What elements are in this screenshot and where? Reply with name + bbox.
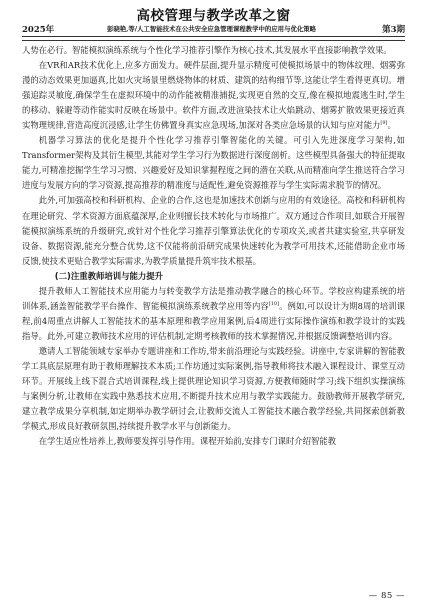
- header-issue: 第3期: [382, 25, 405, 35]
- journal-title: 高校管理与教学改革之窗: [136, 8, 291, 24]
- paragraph-2: [22, 58, 405, 133]
- paragraph-5-text: 提升教师人工智能技术应用能力与转变教学方法是推动教学融合的核心环节。学校应构建系统的培训体系,涵盖智能教学平台操作、智能模拟演练系统教学应用等内容: [22, 285, 405, 311]
- citation-9: [9]: [380, 120, 388, 127]
- paragraph-2-text: 在VR和AR技术优化上,应多方面发力。硬件层面,提升显示精度可使模拟场景中的物体纹理、烟雾弥漫的动态效果更加逼真,比如火灾场景里燃烧物体的材质、建筑的结构细节等,这能让学生看得更真切。增强追踪灵敏度,确保学生在虚拟环境中的动作能被精准捕捉,实现更自然的交互,像在模拟地震逃生时,学生的移动、躲避等动作能实时反映在场景中。软件方面,改进渲染技术让火焰跳动、烟雾扩散效果更接近真实物理规律,营造高度沉浸感,让学生仿佛置身真实应急现场,加深对各类应急场景的认知与应对能力: [22, 60, 405, 131]
- header-rule: [22, 36, 405, 41]
- paragraph-5: [22, 284, 405, 344]
- article-body: [22, 43, 405, 449]
- page-number: — 85 —: [368, 591, 405, 601]
- paragraph-2-end: 。: [387, 120, 396, 131]
- citation-10: [10]: [268, 301, 280, 308]
- paragraph-4: 此外,可加强高校和科研机构、企业的合作,这也是加速技术创新与应用的有效途径。高校和科研机构在理论研究、学术资源方面底蕴深厚,企业则擅长技术转化与市场推广。双方通过合作项目,如联合开展智能模拟演练系统的升级研究,或针对个性化学习推荐引擎算法优化的专项攻关,或者共建实验室,共享研发设备、数据资源,能充分整合优势,这不仅能将前沿研究成果快速转化为教学可用技术,还能借助企业市场反馈,使技术更贴合教学实际需求,为教学质量提升筑牢技术根基。: [22, 195, 405, 266]
- running-title: 彭晓艳,等/人工智能技术在公共安全应急管理课程教学中的应用与优化策略: [106, 25, 317, 33]
- running-header: [22, 23, 405, 35]
- paragraph-1: 人势在必行。智能模拟演练系统与个性化学习推荐引擎作为核心技术,其发展水平直接影响教学效果。: [22, 45, 392, 55]
- paragraph-7: 在学生适应性培养上,教师要发挥引导作用。课程开始前,安排专门课时介绍智能教: [38, 436, 337, 447]
- paragraph-5-rest: 。例如,可以设计为期8周的培训课程,前4周重点讲解人工智能技术的基本原理和教学应用案例,后4周进行实际操作演练和教学设计的实践指导。此外,可建立教师技术应用的评估机制,定期考核教师的技术掌握情况,并根据反馈调整培训内容。: [22, 300, 405, 341]
- paragraph-3: 机器学习算法的优化是提升个性化学习推荐引擎智能化的关键。可引入先进深度学习架构,如Transformer架构及其衍生模型,其能对学生学习行为数据进行深度剖析。这些模型具备强大的特征提取能力,可精准挖掘学生学习习惯、兴趣爱好及知识掌握程度之间的潜在关联,从而精准向学生推送符合学习进度与发展方向的学习资源,提高推荐的精准度与适配性,避免资源推荐与学生实际需求脱节的情况。: [22, 135, 405, 191]
- header-year: 2025年: [22, 25, 55, 35]
- paragraph-6: 邀请人工智能领域专家举办专题讲座和工作坊,带来前沿理论与实践经验。讲座中,专家讲解的智能教学工具底层原理有助于教师理解技术本质;工作坊通过实际案例,指导教师将技术融入课程设计、课堂互动环节。开展线上线下混合式培训课程,线上提供理论知识学习资源,方便教师随时学习;线下组织实操演练与案例分析,让教师在实践中熟悉技术应用,不断提升技术应用与教学实践能力。鼓励教师开展教学研究,建立教学成果分享机制,如定期举办教学研讨会,让教师交流人工智能技术融合教学经验,共同探索创新教学模式,形成良好教研氛围,持续提升教学水平与创新能力。: [22, 345, 405, 432]
- section-heading: (二)注重教师培训与能力提升: [54, 270, 163, 281]
